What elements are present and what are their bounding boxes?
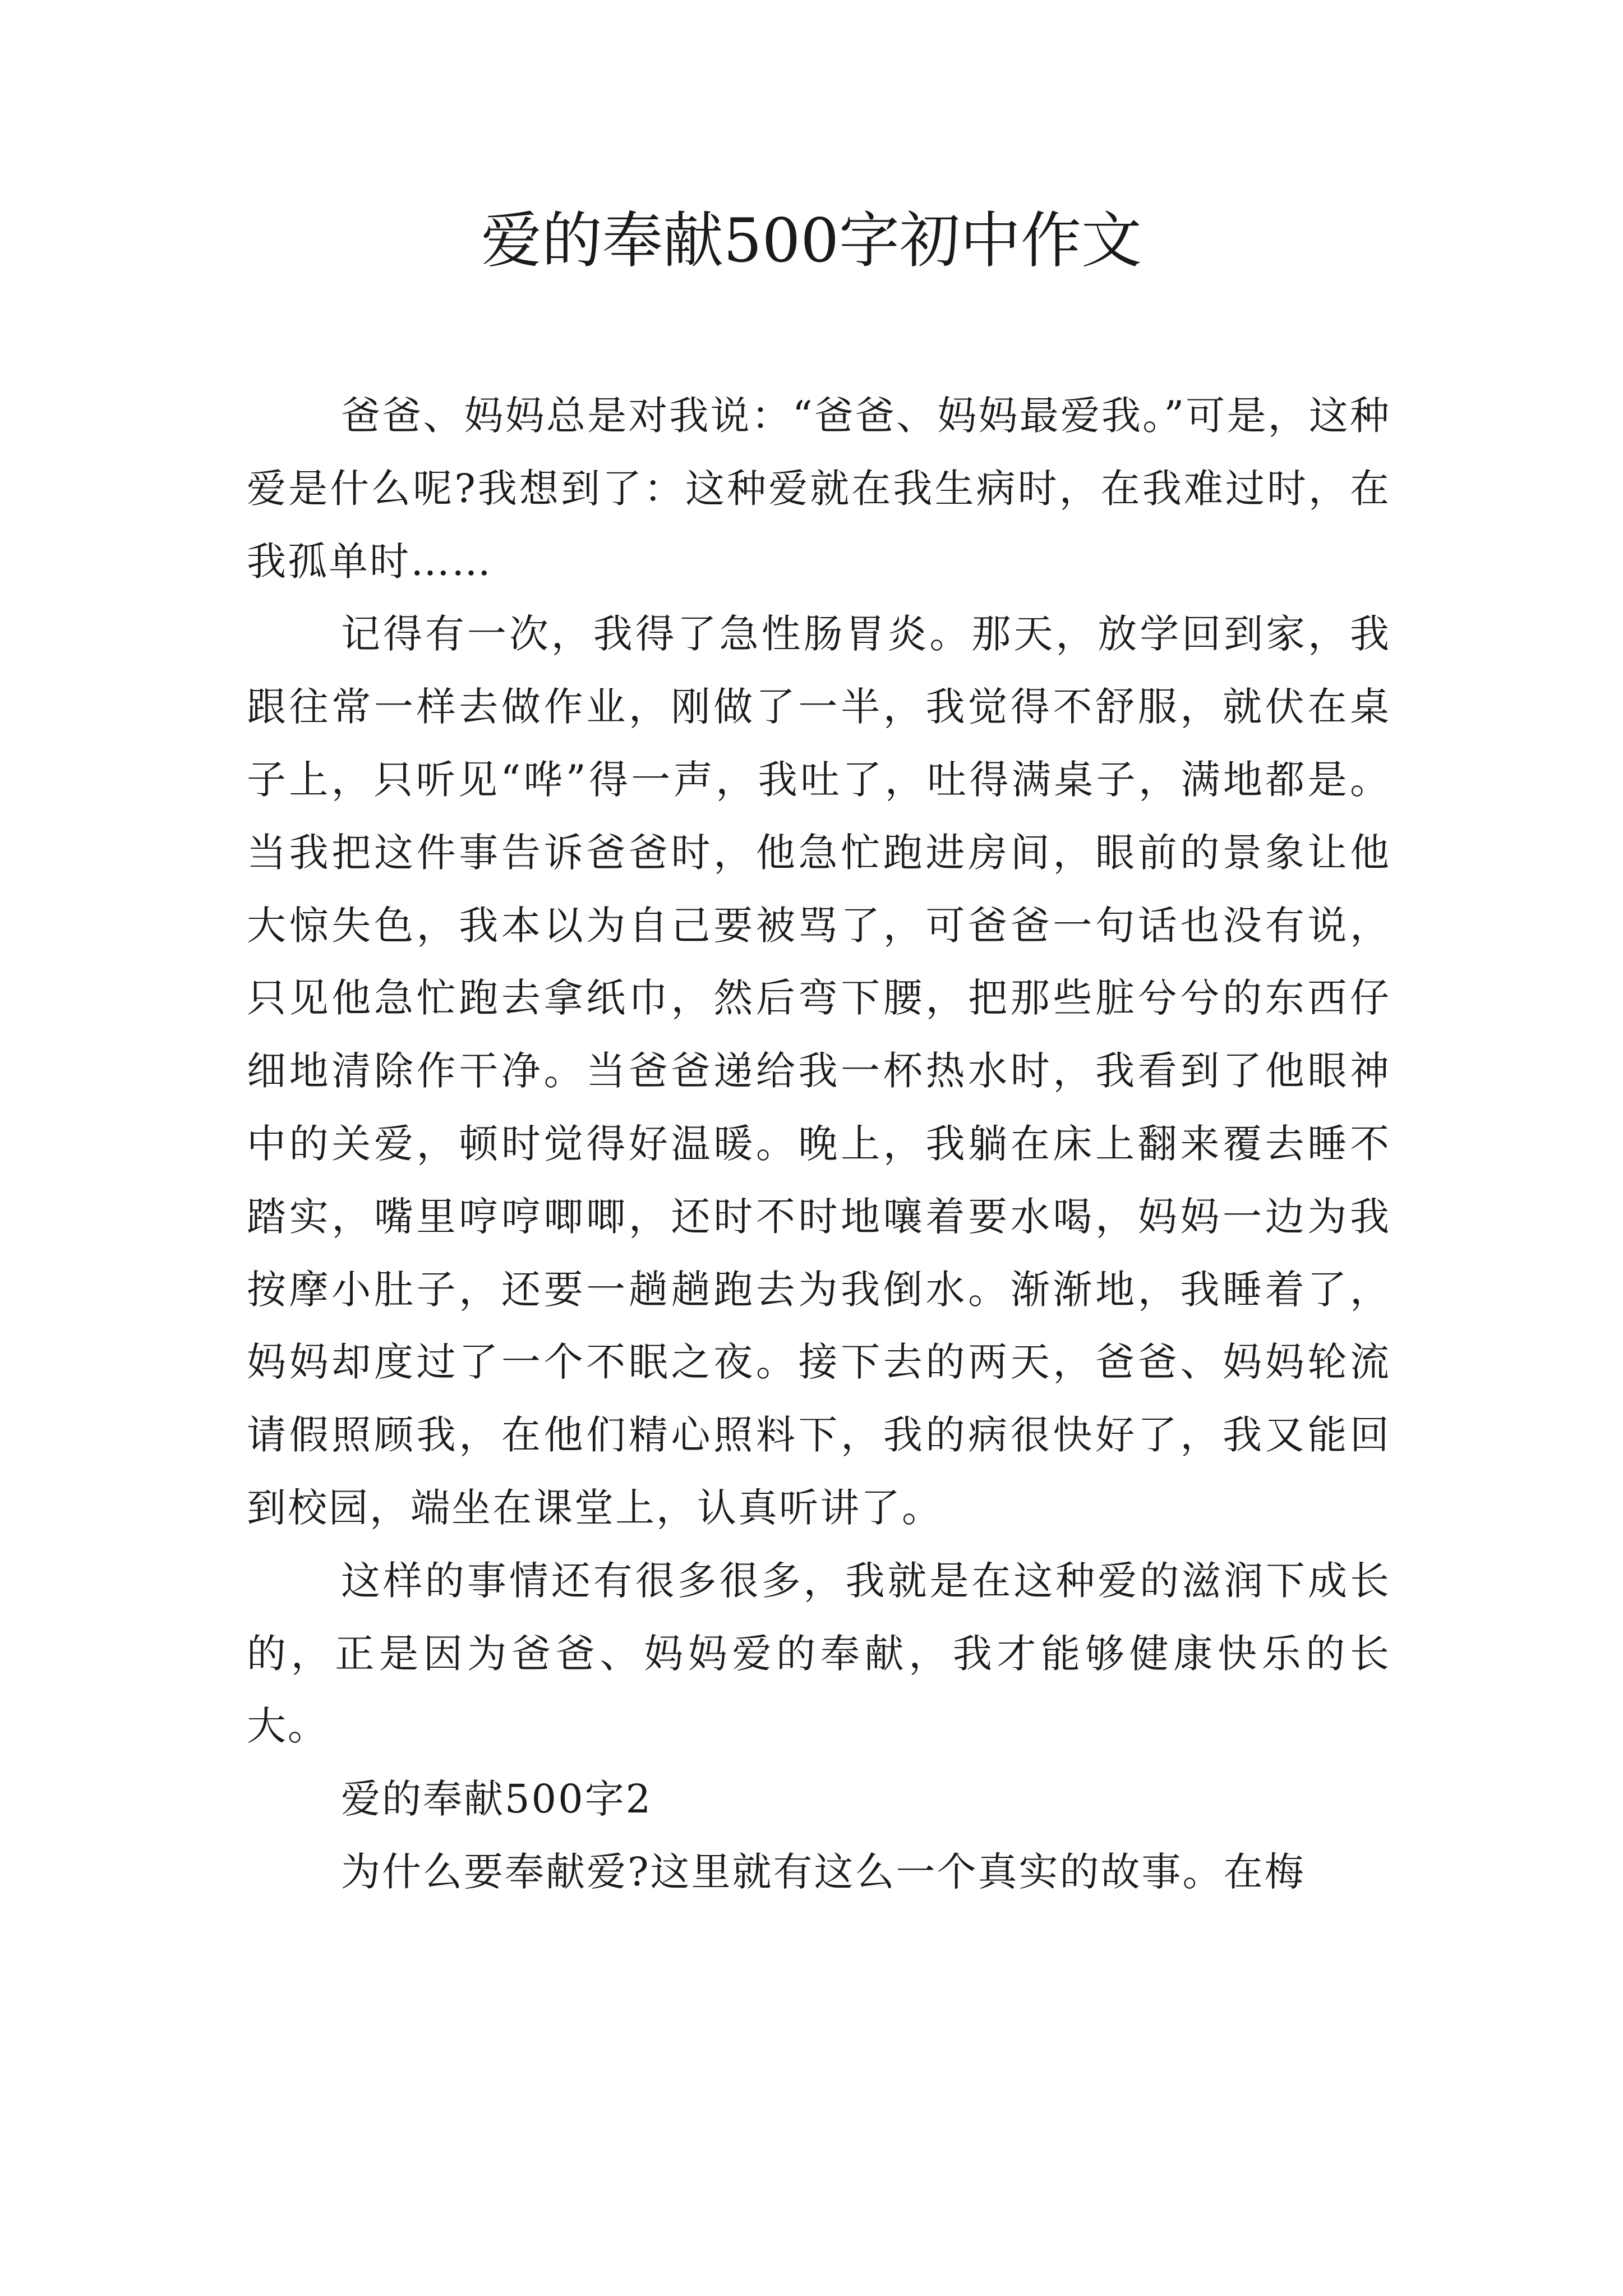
paragraph-1: 爸爸、妈妈总是对我说：“爸爸、妈妈最爱我。”可是，这种爱是什么呢?我想到了：这种爱就在我生病时，在我难过时，在我孤单时…… (247, 393, 1391, 585)
document-body (247, 380, 1391, 1909)
section-heading: 爱的奉献500字2 (341, 1776, 653, 1823)
paragraph-2: 记得有一次，我得了急性肠胃炎。那天，放学回到家，我跟往常一样去做作业，刚做了一半，我觉得不舒服，就伏在桌子上，只听见“哗”得一声，我吐了，吐得满桌子，满地都是。当我把这件事告诉爸爸时，他急忙跑进房间，眼前的景象让他大惊失色，我本以为自己要被骂了，可爸爸一句话也没有说，只见他急忙跑去拿纸巾，然后弯下腰，把那些脏兮兮的东西仔细地清除作干净。当爸爸递给我一杯热水时，我看到了他眼神中的关爱，顿时觉得好温暖。晚上，我躺在床上翻来覆去睡不踏实，嘴里哼哼唧唧，还时不时地嚷着要水喝，妈妈一边为我按摩小肚子，还要一趟趟跑去为我倒水。渐渐地，我睡着了，妈妈却度过了一个不眠之夜。接下去的两天，爸爸、妈妈轮流请假照顾我，在他们精心照料下，我的病很快好了，我又能回到校园，端坐在课堂上，认真听讲了。 (247, 611, 1391, 1531)
paragraph-3: 这样的事情还有很多很多，我就是在这种爱的滋润下成长的，正是因为爸爸、妈妈爱的奉献，我才能够健康快乐的长大。 (247, 1557, 1391, 1750)
document-title: 爱的奉献500字初中作文 (481, 206, 1142, 276)
paragraph-4: 为什么要奉献爱?这里就有这么一个真实的故事。在梅 (341, 1848, 1306, 1895)
